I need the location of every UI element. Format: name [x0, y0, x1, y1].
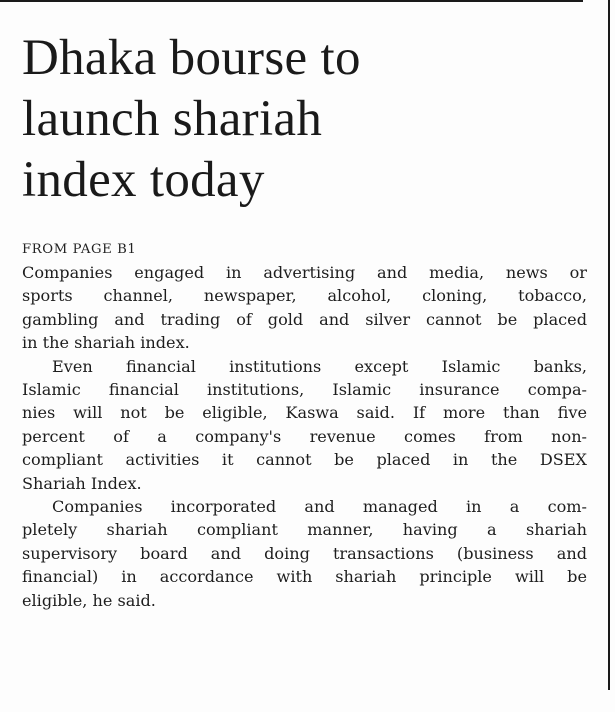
- headline-line: index today: [22, 152, 265, 208]
- text-line: nies will not be eligible, Kaswa said. If more than five: [22, 403, 587, 423]
- article: [22, 28, 587, 612]
- headline-line: launch shariah: [22, 91, 323, 147]
- text-line: Shariah Index.: [22, 473, 142, 493]
- headline-line: Dhaka bourse to: [22, 30, 361, 86]
- right-border-rule: [608, 0, 610, 690]
- text-line: pletely shariah compliant manner, having a shariah: [22, 520, 587, 540]
- body-paragraph: [22, 355, 587, 495]
- text-line: eligible, he said.: [22, 590, 156, 610]
- text-line: Even financial institutions except Islamic banks,: [52, 356, 587, 376]
- text-line: Companies incorporated and managed in a com-: [52, 497, 587, 517]
- text-line: sports channel, newspaper, alcohol, cloning, tobacco,: [22, 286, 587, 306]
- text-line: Companies engaged in advertising and media, news or: [22, 263, 587, 282]
- text-line: in the shariah index.: [22, 333, 190, 353]
- body-paragraph: [22, 495, 587, 612]
- continued-from-label: FROM PAGE B1: [22, 242, 137, 257]
- headline: [22, 28, 587, 211]
- text-line: Islamic financial institutions, Islamic insurance compa-: [22, 380, 587, 400]
- top-border-rule: [0, 0, 583, 2]
- text-line: supervisory board and doing transactions (business and: [22, 543, 587, 563]
- text-line: gambling and trading of gold and silver cannot be placed: [22, 309, 587, 329]
- text-line: compliant activities it cannot be placed in the DSEX: [22, 450, 587, 470]
- body-paragraph: [22, 261, 587, 355]
- text-line: percent of a company's revenue comes from non-: [22, 426, 587, 446]
- text-line: financial) in accordance with shariah principle will be: [22, 567, 587, 587]
